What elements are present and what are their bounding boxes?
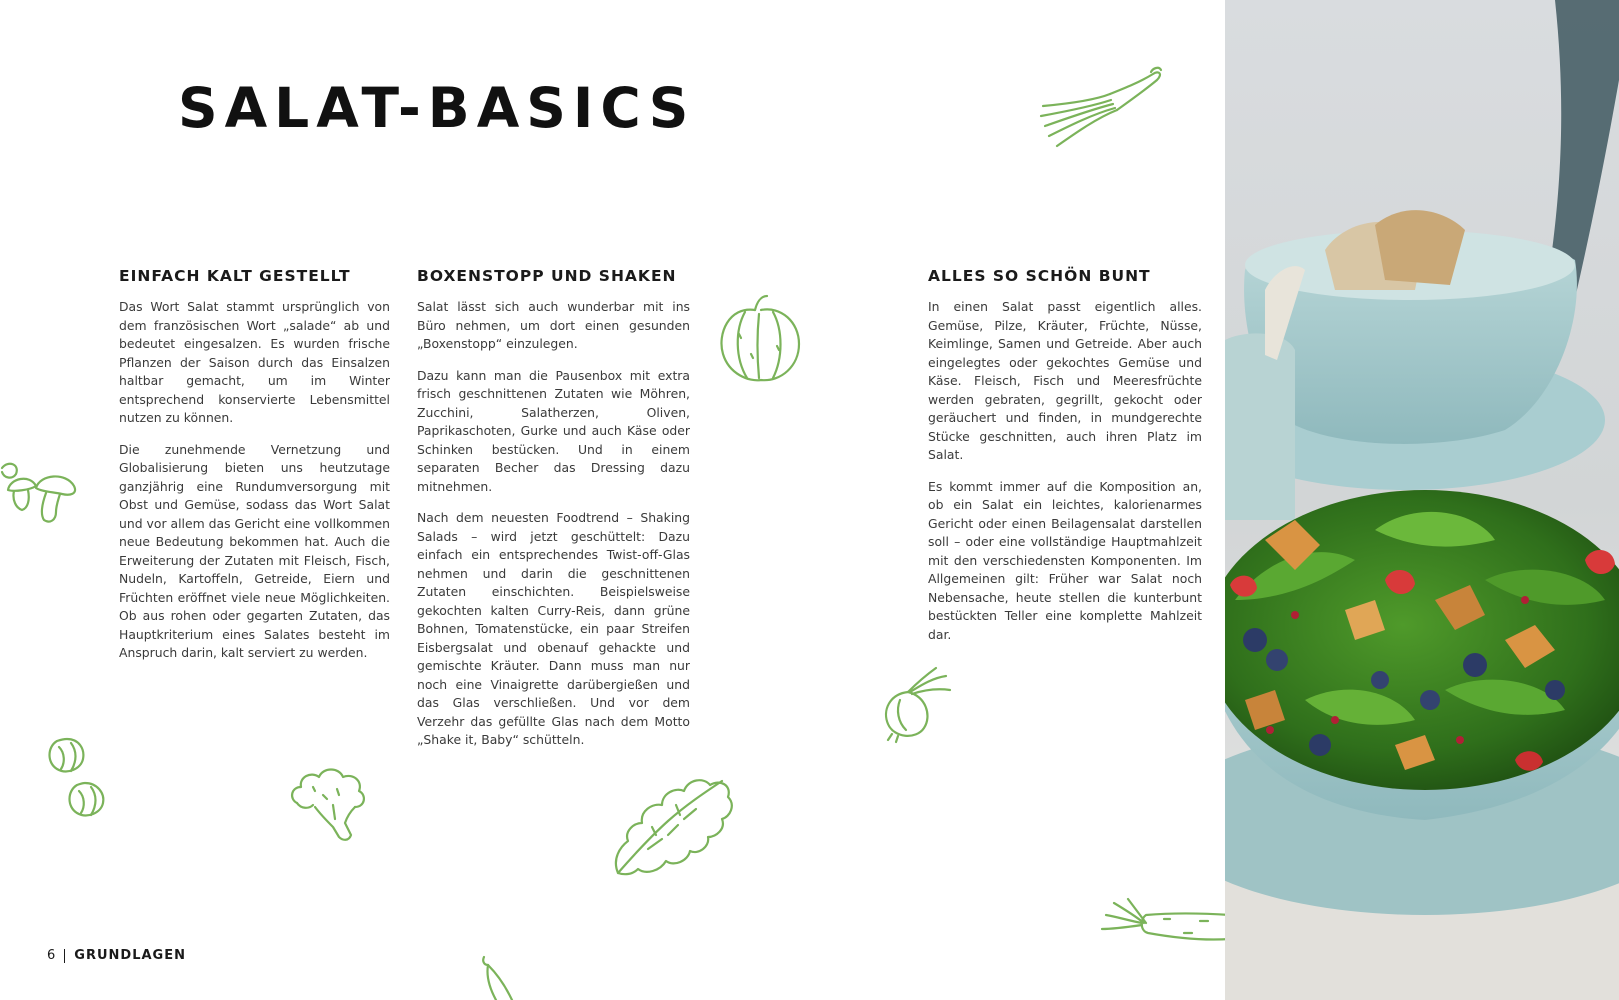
section-label: GRUNDLAGEN	[74, 948, 186, 963]
column-heading: BOXENSTOPP UND SHAKEN	[417, 267, 677, 285]
broccoli-icon	[287, 765, 372, 845]
page-title: SALAT-BASICS	[178, 76, 696, 140]
onion-icon	[880, 660, 970, 745]
column-einfach-kalt-gestellt	[119, 266, 390, 676]
column-alles-so-schoen-bunt	[928, 266, 1202, 657]
spring-onion-icon	[1035, 64, 1165, 154]
carrot-icon	[1100, 895, 1230, 945]
paragraph: Nach dem neuesten Foodtrend – Shaking Salads – wird jetzt geschüttelt: Dazu einfach ein entsprechendes Twist-off-Glas nehmen und darin die geschnittenen Zutaten einschichten. Beispielsweise gekochten kalten Curry-Reis, dann grüne Bohnen, Tomatenstücke, ein paar Streifen Eisbergsalat und obenauf gehackte und gemischte Kräuter. Dann muss man nur noch eine Vinaigrette darübergießen und das Glas verschließen. Und vor dem Verzehr das gefüllte Glas nach dem Motto „Shake it, Baby“ schütteln.	[417, 510, 690, 748]
zucchini-icon	[478, 955, 528, 1000]
salad-bowl-photo	[1225, 0, 1619, 1000]
mushroom-icon	[0, 460, 85, 535]
paragraph: Es kommt immer auf die Komposition an, ob ein Salat ein leichtes, kalorienarmes Gericht oder einen Beilagensalat darstellen soll – oder eine vollständige Hauptmahlzeit mit den verschiedensten Komponenten. Im Allgemeinen gilt: Früher war Salat noch Nebensache, heute stellen die kunterbunt bestückten Teller eine komplette Mahlzeit dar.	[928, 478, 1202, 642]
paragraph: Das Wort Salat stammt ursprünglich von dem französischen Wort „salade“ ab und bedeutet eingesalzen. Es wurden frische Pflanzen der Saison durch das Einsalzen haltbar gemacht, um im Winter entsprechend konservierte Lebensmittel nutzen zu können.	[119, 299, 390, 426]
pumpkin-icon	[715, 294, 805, 386]
brussels-sprouts-icon	[45, 735, 110, 825]
page-footer	[47, 948, 186, 963]
column-heading: ALLES SO SCHÖN BUNT	[928, 267, 1151, 285]
lettuce-leaf-icon	[612, 775, 737, 880]
paragraph: In einen Salat passt eigentlich alles. Gemüse, Pilze, Kräuter, Früchte, Nüsse, Keimlinge, Samen und Getreide. Aber auch eingelegtes oder gekochtes Gemüse und Käse. Fleisch, Fisch und Meeresfrüchte werden gebraten, gegrillt, gekocht oder geräuchert und finden, in mundgerechte Stücke geschnitten, auch ihren Platz im Salat.	[928, 299, 1202, 463]
paragraph: Dazu kann man die Pausenbox mit extra frisch geschnittenen Zutaten wie Möhren, Zucchini, Salatherzen, Oliven, Paprikaschoten, Gurke und auch Käse oder Schinken bestücken. Und in einem separaten Becher das Dressing dazu mitnehmen.	[417, 367, 690, 494]
column-heading: EINFACH KALT GESTELLT	[119, 267, 351, 285]
paragraph: Die zunehmende Vernetzung und Globalisierung bieten uns heutzutage ganzjährig eine Rundumversorgung mit Obst und Gemüse, sodass das Wort Salat und vor allem das Gericht eine vollkommen neue Bedeutung bekommen hat. Auch die Erweiterung der Zutaten mit Fleisch, Fisch, Nudeln, Kartoffeln, Getreide, Eiern und Früchten eröffnet viele neue Möglichkeiten. Ob aus rohen oder gegarten Zutaten, das Hauptkriterium eines Salates besteht im Anspruch darin, kalt serviert zu werden.	[119, 441, 390, 661]
paragraph: Salat lässt sich auch wunderbar mit ins Büro nehmen, um dort einen gesunden „Boxenstopp“ einzulegen.	[417, 299, 690, 352]
column-boxenstopp-und-shaken	[417, 266, 690, 763]
footer-divider	[64, 949, 65, 963]
page-number: 6	[47, 948, 56, 963]
